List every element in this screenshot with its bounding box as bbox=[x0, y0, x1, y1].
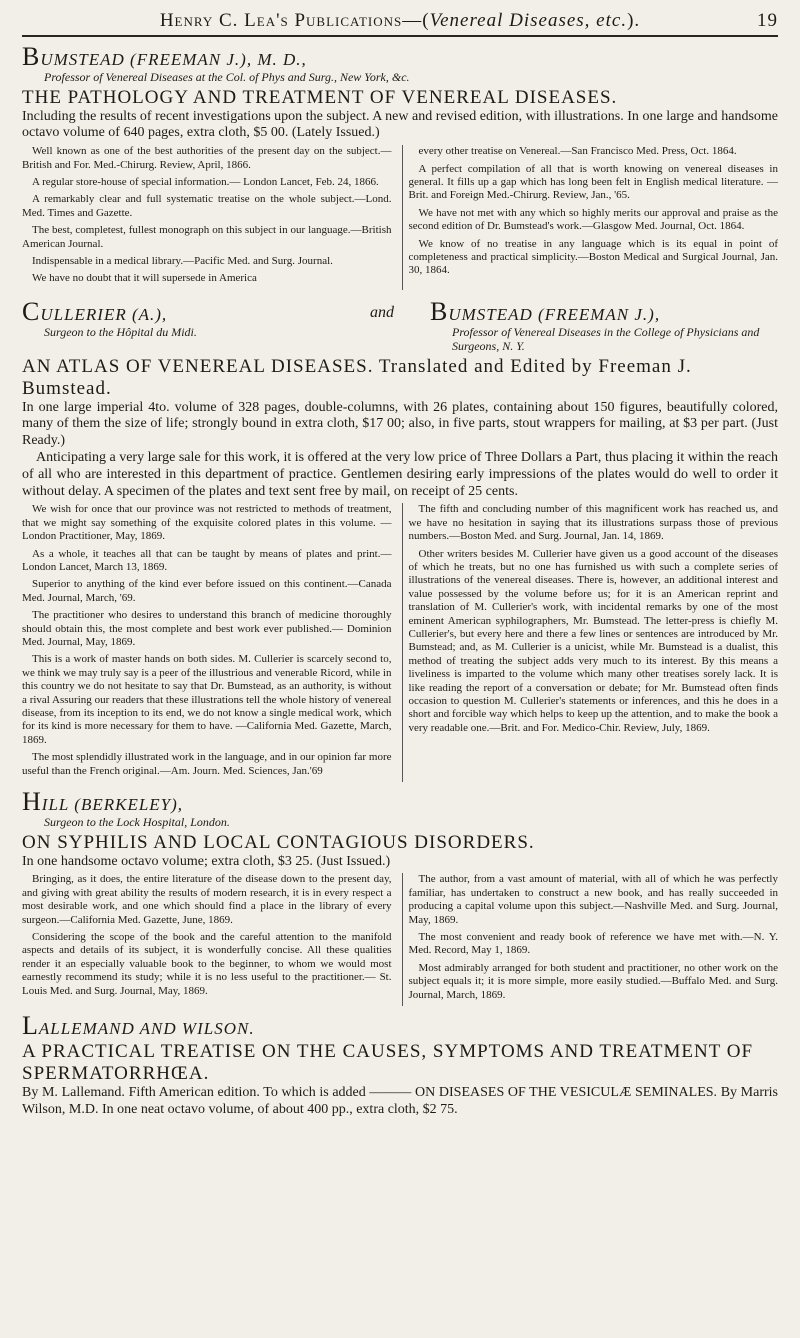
running-title: Henry C. Lea's Publications—(Venereal Diseases, etc.). bbox=[159, 10, 641, 31]
review: A remarkably clear and full systematic treatise on the whole subject.—Lond. Med. Times and Gazette. bbox=[22, 193, 392, 219]
reviews-right bbox=[402, 873, 779, 1006]
review: The fifth and concluding number of this magnificent work has reached us, and we have no hesitation in saying that its illustrations surpass those of previous numbers.—Boston Med. and Surg. Journal, Jan. 14, 1869. bbox=[408, 503, 778, 543]
reviews bbox=[22, 873, 778, 1006]
book-description: In one handsome octavo volume; extra cloth, $3 25. (Just Issued.) bbox=[22, 853, 391, 869]
review: We have no doubt that it will supersede in America bbox=[32, 272, 257, 285]
book-description: Including the results of recent investigations upon the subject. A new and revised edition, with illustrations. In one large and handsome octavo volume of 640 pages, extra cloth, $5 00. (Lately Issued.) bbox=[22, 108, 778, 141]
review: Well known as one of the best authorities of the present day on the subject.—British and For. Med.-Chirurg. Review, April, 1866. bbox=[22, 145, 392, 171]
reviews-left bbox=[22, 503, 392, 782]
reviews-left bbox=[22, 873, 392, 1006]
review: The most splendidly illustrated work in the language, and in our opinion far more useful than the French original.—Am. Journ. Med. Sciences, Jan.'69 bbox=[22, 751, 392, 777]
entry-bumstead bbox=[22, 43, 778, 290]
and-separator: and bbox=[370, 303, 394, 321]
page-number: 19 bbox=[757, 10, 778, 31]
review: A perfect compilation of all that is worth knowing on venereal diseases in general. It fills up a gap which has long been felt in English medical literature. —Brit. and Foreign Med.-Chirurg. Review, Jan., '65. bbox=[408, 162, 778, 202]
review: This is a work of master hands on both sides. M. Cullerier is scarcely second to, we think we may truly say is a peer of the illustrious and venerable Ricord, while in this country we do not hesitate to say that Dr. Bumstead, as an authority, is without a rival Assuring our readers that these illustrations tell the whole history of venereal disease, from its inception to its end, we do not know a single medical work, which for its kind is more necessary for them to have. —California Med. Gazette, March, 1869. bbox=[22, 653, 392, 746]
book-title: THE PATHOLOGY AND TREATMENT OF VENEREAL DISEASES. bbox=[22, 86, 618, 108]
review: Bringing, as it does, the entire literature of the disease down to the present day, and giving with great ability the results of modern research, it is in every respect a most desirable work, and one which should find a place in the library of every surgeon.—California Med. Gazette, June, 1869. bbox=[22, 873, 392, 926]
review: We know of no treatise in any language which is its equal in point of completeness and practical simplicity.—Boston Medical and Surgical Journal, Jan. 30, 1864. bbox=[408, 237, 778, 277]
review: every other treatise on Venereal.—San Francisco Med. Press, Oct. 1864. bbox=[418, 145, 737, 158]
review: Considering the scope of the book and the careful attention to the manifold aspects and details of its subject, it is wonderfully concise. All these qualities render it an especially valuable book to the beginner, to whom we would most earnestly recommend its study; while it is no less useful to the practitioner.— St. Louis Med. and Surg. Journal, May, 1869. bbox=[22, 931, 392, 997]
book-description: In one large imperial 4to. volume of 328 pages, double-columns, with 26 plates, containing about 150 figures, beautifully colored, many of them the size of life; strongly bound in extra cloth, $17 00; also, in five parts, stout wrappers for mailing, at $3 per part. (Just Ready.) bbox=[22, 399, 778, 449]
reviews-left bbox=[22, 145, 392, 290]
reviews bbox=[22, 503, 778, 782]
page bbox=[22, 0, 778, 1119]
book-title: AN ATLAS OF VENEREAL DISEASES. Translated and Edited by Freeman J. Bumstead. bbox=[22, 355, 692, 399]
review: The practitioner who desires to understand this branch of medicine thoroughly should obtain this, the most complete and best work ever published.— Dominion Med. Journal, May, 1869. bbox=[22, 609, 392, 648]
sale-notice: Anticipating a very large sale for this work, it is offered at the very low price of Three Dollars a Part, thus placing it within the reach of all who are interested in this department of practice. Gentlemen desiring early impressions of the plates would do well to order it without delay. A specimen of the plates and text sent free by mail, on receipt of 25 cents. bbox=[22, 449, 778, 499]
entry-cullerier-bumstead bbox=[22, 298, 778, 782]
review: As a whole, it teaches all that can be taught by means of plates and print.—London Lancet, March 13, 1869. bbox=[22, 547, 392, 573]
author-pair bbox=[22, 298, 778, 354]
author-heading: BUMSTEAD (FREEMAN J.), M. D., bbox=[22, 42, 307, 71]
running-head bbox=[22, 10, 778, 37]
author-affiliation: Surgeon to the Lock Hospital, London. bbox=[44, 815, 230, 830]
author-affiliation: Professor of Venereal Diseases at the Col. of Phys and Surg., New York, &c. bbox=[44, 70, 410, 85]
entry-lallemand bbox=[22, 1012, 778, 1119]
reviews bbox=[22, 145, 778, 290]
book-description: By M. Lallemand. Fifth American edition. To which is added ——— ON DISEASES OF THE VESICULÆ SEMINALES. By Marris Wilson, M.D. In one neat octavo volume, of about 400 pp., extra cloth, $2 75. bbox=[22, 1085, 778, 1117]
review: The best, completest, fullest monograph on this subject in our language.—British American Journal. bbox=[22, 224, 392, 250]
review: The most convenient and ready book of reference we have met with.—N. Y. Med. Record, May 1, 1869. bbox=[408, 931, 778, 957]
book-title: ON SYPHILIS AND LOCAL CONTAGIOUS DISORDERS. bbox=[22, 831, 535, 853]
reviews-right bbox=[402, 145, 779, 290]
review: Most admirably arranged for both student and practitioner, no other work on the subject equals it; it is more simple, more easily studied.—Buffalo Med. and Surg. Journal, March, 1869. bbox=[408, 961, 778, 1001]
author-bumstead: BUMSTEAD (FREEMAN J.), Professor of Venereal Diseases in the College of Physicians and Surgeons, N. Y. bbox=[430, 296, 760, 354]
book-title: A PRACTICAL TREATISE ON THE CAUSES, SYMPTOMS AND TREATMENT OF SPERMATORRHŒA. bbox=[22, 1041, 754, 1085]
author-heading: LALLEMAND AND WILSON. bbox=[22, 1011, 255, 1041]
review: Superior to anything of the kind ever before issued on this continent.—Canada Med. Journal, March, '69. bbox=[22, 578, 392, 604]
author-cullerier: CULLERIER (A.), Surgeon to the Hôpital du Midi. bbox=[22, 296, 197, 340]
review: Indispensable in a medical library.—Pacific Med. and Surg. Journal. bbox=[32, 254, 333, 267]
review: A regular store-house of special information.— London Lancet, Feb. 24, 1866. bbox=[32, 175, 379, 188]
review: We wish for once that our province was not restricted to methods of treatment, that we might say something of the exquisite colored plates in this volume. —London Practitioner, May, 1869. bbox=[22, 503, 392, 543]
reviews-right bbox=[402, 503, 779, 782]
author-heading: HILL (BERKELEY), bbox=[22, 787, 184, 817]
review: Other writers besides M. Cullerier have given us a good account of the diseases of which he treats, but no one has furnished us with such a complete series of illustrations of the venereal diseases. There is, however, an additional interest and value possessed by the volume before us; for it is an American reprint and translation of M. Cullerier's work, with incidental remarks by one of the most eminent American syphilographers, Mr. Bumstead. The letter-press is chiefly M. Cullerier's, but every here and there a few lines or sentences are introduced by Mr. Bumstead; and, as M. Cullerier is a unicist, while Mr. Bumstead is a dualist, this method of treating the subject adds very much to its interest. By this means a liveliness is imparted to the volume which many other treatises sorely lack. It is like reading the report of a conversation or debate; for Mr. Bumstead often finds occasion to question M. Cullerier's statements or inferences, and this he does in a short and forcible way which helps to keep up the attention, and to make the book a very readable one.—Brit. and For. Medico-Chir. Review, July, 1869. bbox=[408, 547, 778, 734]
review: We have not met with any which so highly merits our approval and praise as the second edition of Dr. Bumstead's work.—Glasgow Med. Journal, Oct. 1864. bbox=[408, 206, 778, 233]
entry-hill bbox=[22, 788, 778, 1006]
review: The author, from a vast amount of material, with all of which he was perfectly familiar, has undertaken to construct a new book, and has really succeeded in producing a capital volume upon this subject.—Nashville Med. and Surg. Journal, May, 1869. bbox=[408, 873, 778, 926]
